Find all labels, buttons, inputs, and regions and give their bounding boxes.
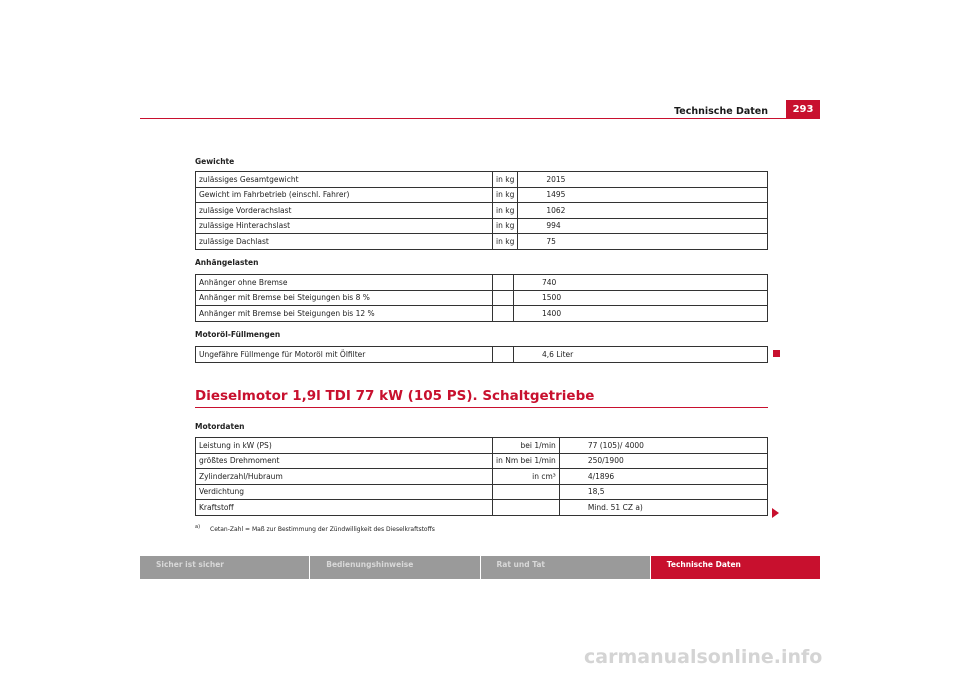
- table-row: [196, 187, 768, 203]
- row-unit: in kg: [493, 234, 518, 250]
- row-unit: in kg: [493, 172, 518, 188]
- row-name: Anhänger mit Bremse bei Steigungen bis 8 %: [196, 290, 493, 306]
- table-row: [196, 234, 768, 250]
- section-label-motoroel: Motoröl-Füllmengen: [195, 330, 281, 339]
- row-unit: in kg: [493, 203, 518, 219]
- watermark: carmanualsonline.info: [584, 646, 823, 668]
- table-row: [196, 469, 768, 485]
- table-row: [196, 290, 768, 306]
- footnote-marker: a): [195, 524, 201, 530]
- row-name: zulässige Hinterachslast: [196, 218, 493, 234]
- row-unit: bei 1/min: [493, 438, 560, 454]
- row-unit: [493, 347, 514, 363]
- row-unit: in kg: [493, 218, 518, 234]
- footer-tab-technische-daten[interactable]: Technische Daten: [651, 556, 820, 579]
- footnote: [195, 524, 435, 533]
- row-value: 1062: [518, 203, 768, 219]
- table-row: [196, 218, 768, 234]
- row-unit: [493, 306, 514, 322]
- row-name: Anhänger mit Bremse bei Steigungen bis 12 %: [196, 306, 493, 322]
- row-name: Anhänger ohne Bremse: [196, 275, 493, 291]
- row-name: Leistung in kW (PS): [196, 438, 493, 454]
- page-number-badge: 293: [786, 100, 820, 119]
- row-value: 4/1896: [559, 469, 767, 485]
- row-value: 18,5: [559, 484, 767, 500]
- row-value: 4,6 Liter: [514, 347, 768, 363]
- table-row: [196, 347, 768, 363]
- footnote-text: Cetan-Zahl = Maß zur Bestimmung der Zündwilligkeit des Dieselkraftstoffs: [210, 526, 435, 533]
- table-row: [196, 306, 768, 322]
- section-label-anhaengelasten: Anhängelasten: [195, 258, 259, 267]
- footer-tab-rat[interactable]: Rat und Tat: [481, 556, 650, 579]
- row-unit: [493, 484, 560, 500]
- row-value: 75: [518, 234, 768, 250]
- row-value: 77 (105)/ 4000: [559, 438, 767, 454]
- row-unit: in kg: [493, 187, 518, 203]
- row-unit: [493, 290, 514, 306]
- section-label-gewichte: Gewichte: [195, 157, 235, 166]
- page-header-title: Technische Daten: [674, 106, 768, 117]
- row-value: 994: [518, 218, 768, 234]
- table-motordaten: [195, 437, 768, 516]
- row-name: zulässige Dachlast: [196, 234, 493, 250]
- table-anhaengelasten: [195, 274, 768, 322]
- header-divider: [140, 118, 820, 119]
- row-name: zulässige Vorderachslast: [196, 203, 493, 219]
- row-unit: in Nm bei 1/min: [493, 453, 560, 469]
- heading-divider: [195, 407, 768, 408]
- row-value: 250/1900: [559, 453, 767, 469]
- row-name: Zylinderzahl/Hubraum: [196, 469, 493, 485]
- table-row: [196, 453, 768, 469]
- row-name: Verdichtung: [196, 484, 493, 500]
- section-heading: Dieselmotor 1,9l TDI 77 kW (105 PS). Schaltgetriebe: [195, 388, 595, 404]
- section-label-motordaten: Motordaten: [195, 422, 245, 431]
- table-row: [196, 484, 768, 500]
- row-value: Mind. 51 CZ a): [559, 500, 767, 516]
- row-value: 1500: [514, 290, 768, 306]
- row-name: Kraftstoff: [196, 500, 493, 516]
- row-value: 1400: [514, 306, 768, 322]
- table-row: [196, 275, 768, 291]
- row-unit: [493, 275, 514, 291]
- table-row: [196, 500, 768, 516]
- table-row: [196, 172, 768, 188]
- row-unit: in cm³: [493, 469, 560, 485]
- footer-nav: [140, 556, 820, 579]
- table-gewichte: [195, 171, 768, 250]
- row-name: Ungefähre Füllmenge für Motoröl mit Ölfilter: [196, 347, 493, 363]
- row-unit: [493, 500, 560, 516]
- row-name: zulässiges Gesamtgewicht: [196, 172, 493, 188]
- row-value: 740: [514, 275, 768, 291]
- section-end-marker: [773, 350, 780, 357]
- table-row: [196, 438, 768, 454]
- table-row: [196, 203, 768, 219]
- footer-tab-sicher[interactable]: Sicher ist sicher: [140, 556, 309, 579]
- row-value: 1495: [518, 187, 768, 203]
- footer-tab-bedienung[interactable]: Bedienungshinweise: [310, 556, 479, 579]
- row-name: Gewicht im Fahrbetrieb (einschl. Fahrer): [196, 187, 493, 203]
- row-name: größtes Drehmoment: [196, 453, 493, 469]
- table-motoroel: [195, 346, 768, 363]
- row-value: 2015: [518, 172, 768, 188]
- continue-arrow-icon: [772, 508, 779, 518]
